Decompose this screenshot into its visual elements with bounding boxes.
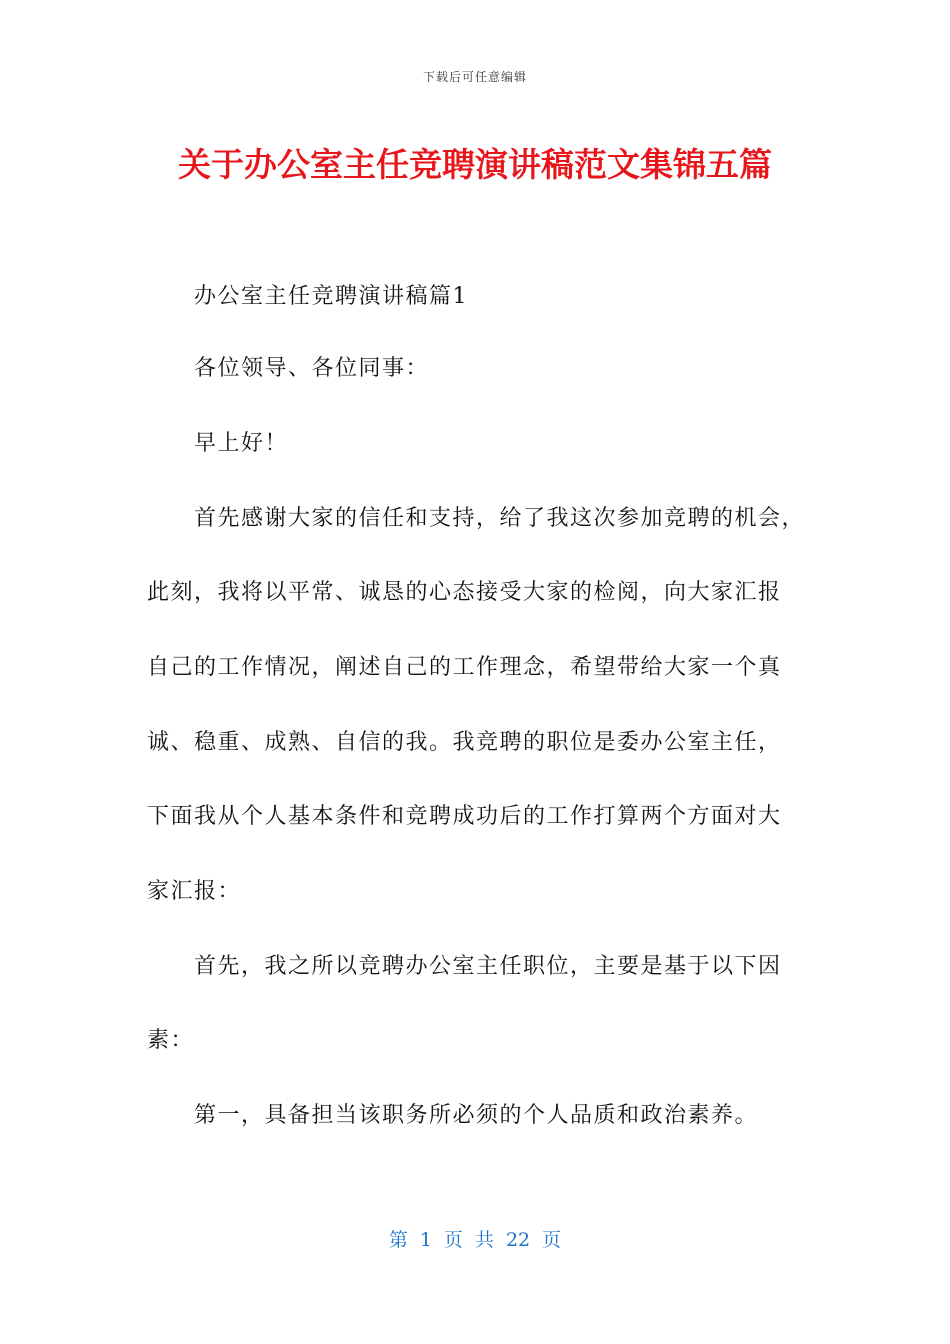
- document-title: 关于办公室主任竞聘演讲稿范文集锦五篇: [178, 145, 772, 184]
- paragraph-line: 家汇报：: [147, 879, 242, 904]
- section-heading: 办公室主任竞聘演讲稿篇1: [194, 284, 468, 309]
- paragraph-line: 诚、稳重、成熟、自信的我。我竞聘的职位是委办公室主任，: [147, 730, 782, 755]
- footer-suffix: 页: [542, 1229, 562, 1251]
- total-page-count: 22: [505, 1229, 531, 1251]
- paragraph-line: 素：: [147, 1028, 195, 1053]
- paragraph-line: 此刻，我将以平常、诚恳的心态接受大家的检阅，向大家汇报: [147, 580, 782, 605]
- page-footer: [0, 1225, 950, 1252]
- current-page-number: 1: [419, 1229, 432, 1251]
- paragraph-line: 首先感谢大家的信任和支持，给了我这次参加竞聘的机会，: [194, 506, 806, 531]
- header-note: 下载后可任意编辑: [422, 70, 527, 84]
- paragraph-line: 第一，具备担当该职务所必须的个人品质和政治素养。: [194, 1103, 759, 1128]
- footer-middle: 页 共: [443, 1229, 494, 1251]
- paragraph-line: 下面我从个人基本条件和竞聘成功后的工作打算两个方面对大: [147, 804, 782, 829]
- paragraph-line: 首先，我之所以竞聘办公室主任职位，主要是基于以下因: [194, 954, 782, 979]
- salutation: 各位领导、各位同事：: [194, 356, 430, 381]
- paragraph-line: 自己的工作情况，阐述自己的工作理念，希望带给大家一个真: [147, 655, 782, 680]
- greeting: 早上好！: [194, 431, 289, 456]
- footer-prefix: 第: [388, 1229, 408, 1251]
